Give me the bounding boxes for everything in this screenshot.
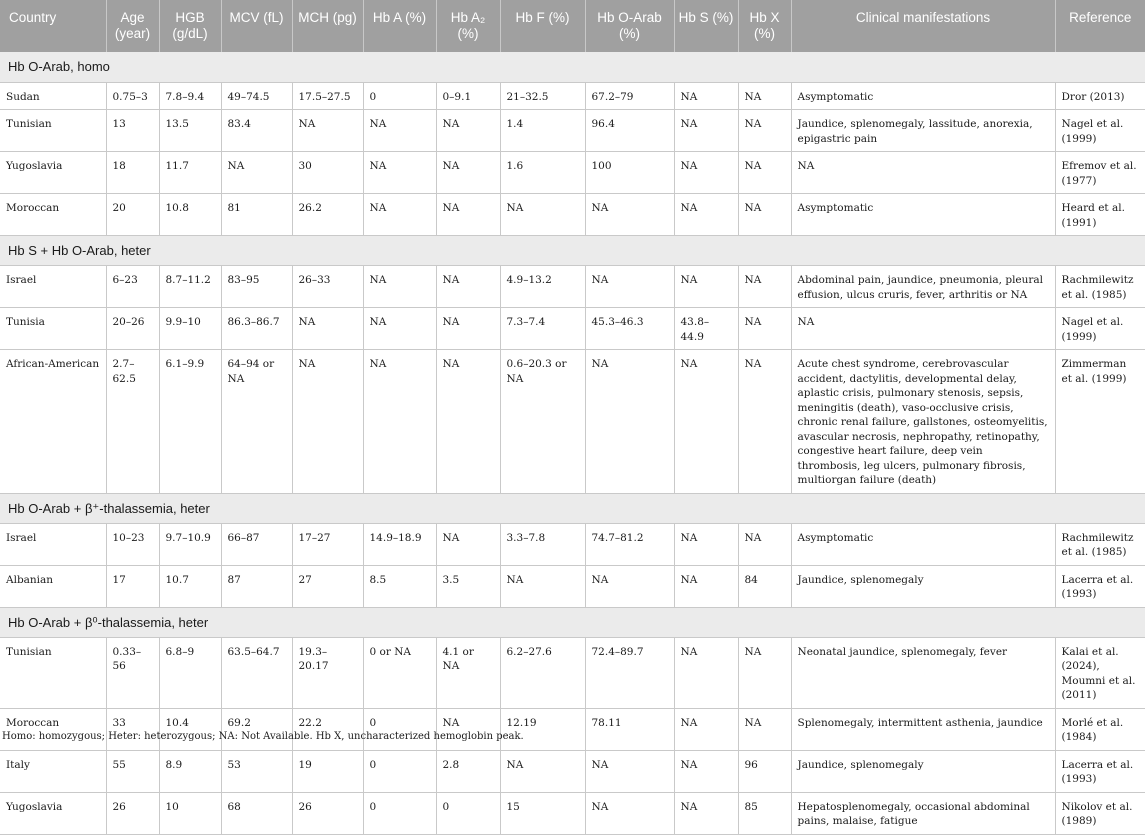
table-cell: 15 [500,792,585,834]
section-header-row [0,52,1145,82]
table-cell: NA [674,110,738,152]
table-cell: 66–87 [221,523,292,565]
table-cell: 20 [106,194,159,236]
table-cell: Moroccan [0,708,106,750]
table-cell: 10.4 [159,708,221,750]
table-cell: NA [738,523,791,565]
table-cell: 81 [221,194,292,236]
table-cell: Italy [0,750,106,792]
table-cell: Lacerra et al. (1993) [1055,565,1145,607]
table-cell: NA [585,350,674,494]
table-cell: Asymptomatic [791,82,1055,110]
table-cell: NA [738,110,791,152]
table-cell: 83.4 [221,110,292,152]
table-cell: 0 or NA [363,637,436,708]
table-cell: 6.2–27.6 [500,637,585,708]
table-cell: 17 [106,565,159,607]
table-cell: NA [585,750,674,792]
table-cell: 3.3–7.8 [500,523,585,565]
table-cell: NA [674,194,738,236]
table-cell: NA [292,308,363,350]
table-cell: Zimmerman et al. (1999) [1055,350,1145,494]
table-cell: NA [674,82,738,110]
column-header: HGB (g/dL) [159,0,221,52]
table-cell: NA [738,194,791,236]
table-cell: NA [585,565,674,607]
table-cell: 30 [292,152,363,194]
table-cell: 8.7–11.2 [159,266,221,308]
table-cell: NA [674,792,738,834]
table-cell: NA [363,194,436,236]
table-cell: 9.7–10.9 [159,523,221,565]
table-row [0,565,1145,607]
table-cell: Rachmilewitz et al. (1985) [1055,523,1145,565]
table-row [0,194,1145,236]
table-cell: NA [363,110,436,152]
table-cell: 0.33–56 [106,637,159,708]
table-cell: NA [738,637,791,708]
table-cell: 64–94 or NA [221,350,292,494]
table-cell: 26.2 [292,194,363,236]
table-row [0,308,1145,350]
table-cell: 55 [106,750,159,792]
table-cell: Tunisian [0,110,106,152]
table-cell: 86.3–86.7 [221,308,292,350]
table-cell: 67.2–79 [585,82,674,110]
table-cell: NA [500,565,585,607]
table-cell: Yugoslavia [0,152,106,194]
table-cell: NA [292,110,363,152]
table-cell: 33 [106,708,159,750]
table-cell: Asymptomatic [791,523,1055,565]
table-cell: Heard et al. (1991) [1055,194,1145,236]
column-header: Hb A₂ (%) [436,0,500,52]
column-header: Hb F (%) [500,0,585,52]
table-cell: Nagel et al. (1999) [1055,110,1145,152]
table-cell: NA [791,152,1055,194]
table-cell: 83–95 [221,266,292,308]
table-cell: 10.8 [159,194,221,236]
section-header-row [0,493,1145,523]
table-cell: 85 [738,792,791,834]
table-cell: Yugoslavia [0,792,106,834]
table-cell: NA [674,350,738,494]
section-title: Hb O-Arab, homo [0,52,1145,82]
table-cell: Moroccan [0,194,106,236]
table-cell: 0.75–3 [106,82,159,110]
table-cell: 0 [363,792,436,834]
table-cell: 21–32.5 [500,82,585,110]
table-cell: 72.4–89.7 [585,637,674,708]
table-cell: NA [738,708,791,750]
table-cell: 7.3–7.4 [500,308,585,350]
table-cell: Sudan [0,82,106,110]
table-cell: NA [738,266,791,308]
table-cell: Tunisia [0,308,106,350]
table-row [0,152,1145,194]
table-cell: 17–27 [292,523,363,565]
table-cell: NA [674,708,738,750]
table-cell: Asymptomatic [791,194,1055,236]
section-title: Hb O-Arab + β⁺-thalassemia, heter [0,493,1145,523]
table-cell: NA [738,82,791,110]
table-cell: 27 [292,565,363,607]
table-cell: 84 [738,565,791,607]
table-row [0,350,1145,494]
table-cell: African-American [0,350,106,494]
table-cell: NA [674,266,738,308]
table-cell: 69.2 [221,708,292,750]
table-cell: 22.2 [292,708,363,750]
table-cell: Israel [0,523,106,565]
table-cell: 19 [292,750,363,792]
column-header: Clinical manifestations [791,0,1055,52]
table-cell: 49–74.5 [221,82,292,110]
table-cell: 2.8 [436,750,500,792]
table-cell: NA [363,152,436,194]
table-cell: 19.3–20.17 [292,637,363,708]
table-cell: Rachmilewitz et al. (1985) [1055,266,1145,308]
table-cell: 26 [106,792,159,834]
table-cell: NA [436,350,500,494]
table-cell: 0 [436,792,500,834]
table-cell: 20–26 [106,308,159,350]
table-cell: 87 [221,565,292,607]
table-row [0,82,1145,110]
table-cell: NA [221,152,292,194]
table-cell: NA [436,708,500,750]
table-cell: NA [436,194,500,236]
section-header-row [0,607,1145,637]
table-cell: NA [674,637,738,708]
table-cell: Nagel et al. (1999) [1055,308,1145,350]
table-cell: 78.11 [585,708,674,750]
table-cell: 68 [221,792,292,834]
table-cell: NA [585,266,674,308]
table-cell: 26 [292,792,363,834]
table-cell: 18 [106,152,159,194]
table-cell: 63.5–64.7 [221,637,292,708]
table-cell: Jaundice, splenomegaly [791,565,1055,607]
column-header: Hb O-Arab (%) [585,0,674,52]
table-cell: Jaundice, splenomegaly [791,750,1055,792]
table-cell: NA [292,350,363,494]
table-cell: 0.6–20.3 or NA [500,350,585,494]
table-cell: 7.8–9.4 [159,82,221,110]
column-header: Age (year) [106,0,159,52]
table-cell: Israel [0,266,106,308]
column-header: Hb A (%) [363,0,436,52]
table-cell: Abdominal pain, jaundice, pneumonia, pleural effusion, ulcus cruris, fever, arthritis or NA [791,266,1055,308]
table-cell: 13.5 [159,110,221,152]
section-title: Hb S + Hb O-Arab, heter [0,236,1145,266]
table-cell: Jaundice, splenomegaly, lassitude, anorexia, epigastric pain [791,110,1055,152]
table-cell: 100 [585,152,674,194]
table-cell: NA [363,266,436,308]
table-cell: NA [363,308,436,350]
table-cell: 43.8–44.9 [674,308,738,350]
table-cell: 12.19 [500,708,585,750]
table-cell: NA [436,523,500,565]
table-cell: Splenomegaly, intermittent asthenia, jaundice [791,708,1055,750]
table-cell: 96.4 [585,110,674,152]
table-cell: 4.1 or NA [436,637,500,708]
table-row [0,792,1145,834]
table-cell: NA [585,194,674,236]
table-body [0,52,1145,834]
table-row [0,708,1145,750]
table-cell: NA [674,750,738,792]
table-footnote: Homo: homozygous; Heter: heterozygous; NA: Not Available. Hb X, uncharacterized hemoglobin peak. [2,731,524,742]
table-header-row [0,0,1145,52]
table-cell: 6.8–9 [159,637,221,708]
table-cell: NA [436,110,500,152]
table-cell: Albanian [0,565,106,607]
table-cell: 26–33 [292,266,363,308]
table-cell: 10 [159,792,221,834]
table-cell: 14.9–18.9 [363,523,436,565]
column-header: Country [0,0,106,52]
table-cell: 3.5 [436,565,500,607]
table-cell: NA [500,194,585,236]
table-cell: 10–23 [106,523,159,565]
table-cell: NA [738,350,791,494]
table-cell: 17.5–27.5 [292,82,363,110]
table-cell: NA [436,308,500,350]
column-header: Hb X (%) [738,0,791,52]
table-cell: Acute chest syndrome, cerebrovascular accident, dactylitis, developmental delay, aplastic crisis, pulmonary stenosis, sepsis, meningitis (death), vaso-occlusive crisis, chronic renal failure, gallstones, osteomyelitis, avascular necrosis, nephropathy, retinopathy, congestive heart failure, deep vein thrombosis, leg ulcers, pulmonary fibrosis, multiorgan failure (death) [791,350,1055,494]
table-cell: NA [363,350,436,494]
table-cell: 1.4 [500,110,585,152]
table-cell: 0–9.1 [436,82,500,110]
table-cell: Kalai et al. (2024), Moumni et al. (2011) [1055,637,1145,708]
table-cell: 9.9–10 [159,308,221,350]
table-cell: 45.3–46.3 [585,308,674,350]
table-row [0,523,1145,565]
table-cell: Nikolov et al. (1989) [1055,792,1145,834]
table-cell: Neonatal jaundice, splenomegaly, fever [791,637,1055,708]
table-cell: NA [738,308,791,350]
table-row [0,266,1145,308]
column-header: Hb S (%) [674,0,738,52]
table-cell: 6–23 [106,266,159,308]
table-cell: 10.7 [159,565,221,607]
table-cell: 0 [363,708,436,750]
table-cell: NA [674,523,738,565]
table-cell: NA [585,792,674,834]
table-row [0,750,1145,792]
table-cell: Morlé et al. (1984) [1055,708,1145,750]
table-cell: 74.7–81.2 [585,523,674,565]
table-cell: NA [791,308,1055,350]
table-cell: 8.5 [363,565,436,607]
column-header: MCH (pg) [292,0,363,52]
table-cell: 96 [738,750,791,792]
table-row [0,637,1145,708]
table-cell: NA [500,750,585,792]
table-cell: Efremov et al. (1977) [1055,152,1145,194]
table-cell: 53 [221,750,292,792]
table-cell: 2.7–62.5 [106,350,159,494]
table-cell: NA [436,152,500,194]
column-header: MCV (fL) [221,0,292,52]
table-cell: NA [674,565,738,607]
table-cell: 13 [106,110,159,152]
table-cell: Dror (2013) [1055,82,1145,110]
table-cell: 1.6 [500,152,585,194]
section-title: Hb O-Arab + β⁰-thalassemia, heter [0,607,1145,637]
table-cell: Tunisian [0,637,106,708]
table-cell: NA [436,266,500,308]
table-row [0,110,1145,152]
table-cell: 11.7 [159,152,221,194]
table-cell: 6.1–9.9 [159,350,221,494]
table-cell: NA [674,152,738,194]
table-cell: 0 [363,750,436,792]
table-cell: 8.9 [159,750,221,792]
table-cell: Lacerra et al. (1993) [1055,750,1145,792]
table-cell: 0 [363,82,436,110]
table-cell: 4.9–13.2 [500,266,585,308]
table-cell: Hepatosplenomegaly, occasional abdominal pains, malaise, fatigue [791,792,1055,834]
table-cell: NA [738,152,791,194]
section-header-row [0,236,1145,266]
column-header: Reference [1055,0,1145,52]
